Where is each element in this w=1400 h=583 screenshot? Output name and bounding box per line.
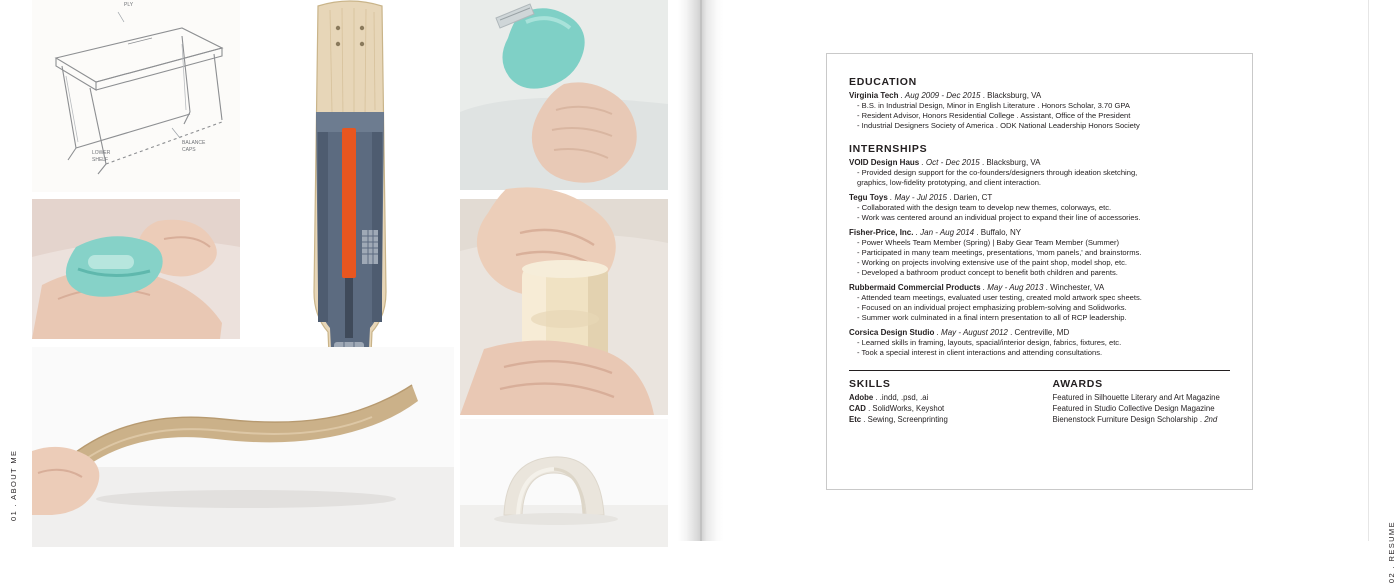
internship-bullets bbox=[857, 203, 1230, 223]
internship-org: Rubbermaid Commercial Products bbox=[849, 283, 981, 293]
list-item: - Focused on an individual project emphasizing problem-solving and Solidworks. bbox=[857, 303, 1127, 313]
skill-label: Etc bbox=[849, 414, 862, 424]
internship-org: VOID Design Haus bbox=[849, 158, 920, 168]
skill-row-cad bbox=[849, 404, 1027, 415]
award-row bbox=[1053, 404, 1231, 415]
education-dates: . Aug 2009 - Dec 2015 bbox=[898, 91, 983, 100]
list-item: - Power Wheels Team Member (Spring) | Baby Gear Team Member (Summer) bbox=[857, 238, 1120, 248]
internship-entry-void bbox=[849, 158, 1230, 188]
svg-text:LOWER: LOWER bbox=[92, 150, 111, 156]
bentwood-photo bbox=[32, 347, 454, 547]
internship-location: . Winchester, VA bbox=[1045, 283, 1105, 293]
section-divider bbox=[849, 370, 1230, 371]
education-location: . Blacksburg, VA bbox=[982, 91, 1042, 100]
internship-location: . Buffalo, NY bbox=[976, 228, 1022, 238]
internship-head bbox=[849, 328, 1230, 338]
internship-entry-rubbermaid bbox=[849, 283, 1230, 323]
internship-bullets bbox=[857, 168, 1230, 188]
list-item: - Work was centered around an individual project to expand their line of accessories. bbox=[857, 213, 1141, 223]
internships-heading: INTERNSHIPS bbox=[849, 143, 928, 156]
award-text: Featured in Studio Collective Design Magazine bbox=[1052, 404, 1215, 413]
right-page-section-label: 02 . RESUME bbox=[1387, 521, 1396, 583]
awards-column bbox=[1053, 378, 1231, 425]
award-row bbox=[1053, 393, 1231, 404]
awards-heading: AWARDS bbox=[1052, 378, 1103, 391]
list-item: graphics, low-fidelity prototyping, and client interaction. bbox=[857, 178, 1042, 188]
right-page-edge bbox=[1368, 0, 1400, 583]
education-bullets bbox=[857, 101, 1230, 131]
spacer bbox=[849, 132, 1230, 143]
skills-heading: SKILLS bbox=[849, 378, 891, 391]
education-org: Virginia Tech bbox=[849, 91, 899, 100]
internship-head bbox=[849, 283, 1230, 293]
education-heading: EDUCATION bbox=[849, 76, 917, 88]
skill-value: Sewing, Screenprinting bbox=[867, 414, 948, 424]
cream-bottle-in-hands-image bbox=[460, 199, 668, 415]
award-text: Bienenstock Furniture Design Scholarship . bbox=[1052, 414, 1205, 424]
teal-device-photo bbox=[32, 199, 240, 339]
svg-text:SHELF: SHELF bbox=[92, 157, 109, 163]
bottle-photo bbox=[460, 199, 668, 415]
svg-text:CAPS: CAPS bbox=[182, 147, 196, 153]
list-item: - Resident Advisor, Honors Residential College . Assistant, Office of the President bbox=[857, 111, 1131, 121]
list-item: - Working on projects involving extensive use of the paint shop, model shop, etc. bbox=[857, 258, 1128, 268]
skill-value: .indd, .psd, .ai bbox=[879, 393, 929, 403]
skill-value: SolidWorks, Keyshot bbox=[872, 404, 945, 413]
resume-panel bbox=[826, 53, 1253, 490]
skill-row-adobe bbox=[849, 393, 1027, 404]
internship-head bbox=[849, 158, 1230, 168]
list-item: - Participated in many team meetings, presentations, 'mom panels,' and brainstorms. bbox=[857, 248, 1142, 258]
white-model-photo bbox=[460, 419, 668, 547]
list-item: - Developed a bathroom product concept to benefit both children and parents. bbox=[857, 268, 1118, 278]
skill-separator: . bbox=[873, 393, 880, 403]
skill-separator: . bbox=[861, 414, 868, 424]
internship-entry-tegu bbox=[849, 193, 1230, 223]
sketch-linework bbox=[32, 0, 240, 192]
internship-dates: . Oct - Dec 2015 bbox=[919, 158, 982, 168]
internship-entry-corsica bbox=[849, 328, 1230, 358]
award-emphasis: 2nd bbox=[1204, 414, 1218, 424]
peeler-photo bbox=[460, 0, 668, 190]
education-entry bbox=[849, 91, 1230, 131]
concept-sketch-table-image bbox=[32, 0, 240, 192]
skills-column bbox=[849, 378, 1027, 425]
award-text: Featured in Silhouette Literary and Art Magazine bbox=[1052, 393, 1220, 403]
skill-row-etc bbox=[849, 415, 1027, 426]
skill-separator: . bbox=[865, 404, 873, 413]
education-entry-head bbox=[849, 91, 1230, 101]
skills-awards-row bbox=[849, 378, 1230, 425]
internship-head bbox=[849, 228, 1230, 238]
list-item: - Provided design support for the co-founders/designers through ideation sketching, bbox=[857, 168, 1138, 178]
resume-content bbox=[849, 76, 1230, 426]
bent-plywood-chair-model-image bbox=[32, 347, 454, 547]
internship-head bbox=[849, 193, 1230, 203]
internship-dates: . May - August 2012 bbox=[934, 328, 1011, 338]
list-item: - Attended team meetings, evaluated user testing, created mold artwork spec sheets. bbox=[857, 293, 1142, 303]
gutter-crease bbox=[700, 0, 702, 541]
list-item: - Summer work culminated in a final intern presentation to all of RCP leadership. bbox=[857, 313, 1127, 323]
internship-location: . Centreville, MD bbox=[1010, 328, 1070, 338]
internship-dates: . Jan - Aug 2014 bbox=[913, 228, 977, 238]
teal-device-held-image bbox=[32, 199, 240, 339]
left-page bbox=[0, 0, 700, 541]
svg-text:BALANCE: BALANCE bbox=[182, 140, 206, 146]
internship-bullets bbox=[857, 293, 1230, 323]
book-gutter bbox=[678, 0, 724, 541]
internship-bullets bbox=[857, 338, 1230, 358]
internship-dates: . May - Jul 2015 bbox=[887, 193, 950, 203]
internship-location: . Blacksburg, VA bbox=[981, 158, 1041, 168]
svg-text:PLY: PLY bbox=[124, 2, 134, 8]
left-page-section-label: 01 . ABOUT ME bbox=[9, 449, 18, 521]
award-row bbox=[1053, 415, 1231, 426]
internship-dates: . May - Aug 2013 bbox=[980, 283, 1046, 293]
internship-bullets bbox=[857, 238, 1230, 278]
skill-label: CAD bbox=[849, 404, 866, 413]
white-curved-model-image bbox=[460, 419, 668, 547]
internship-org: Corsica Design Studio bbox=[849, 328, 935, 338]
skill-label: Adobe bbox=[849, 393, 874, 403]
list-item: - B.S. in Industrial Design, Minor in English Literature . Honors Scholar, 3.70 GPA bbox=[857, 101, 1130, 110]
list-item: - Collaborated with the design team to develop new themes, colorways, etc. bbox=[857, 203, 1112, 213]
list-item: - Learned skills in framing, layouts, spacial/interior design, fabrics, fixtures, etc. bbox=[857, 338, 1122, 348]
teal-peeler-in-hand-image bbox=[460, 0, 668, 190]
list-item: - Industrial Designers Society of America . ODK National Leadership Honors Society bbox=[857, 121, 1140, 131]
internship-entry-fisher-price bbox=[849, 228, 1230, 278]
list-item: - Took a special interest in client interactions and attending consultations. bbox=[857, 348, 1103, 358]
internship-org: Fisher-Price, Inc. bbox=[849, 228, 914, 238]
internship-location: . Darien, CT bbox=[949, 193, 993, 203]
internship-org: Tegu Toys bbox=[849, 193, 888, 203]
